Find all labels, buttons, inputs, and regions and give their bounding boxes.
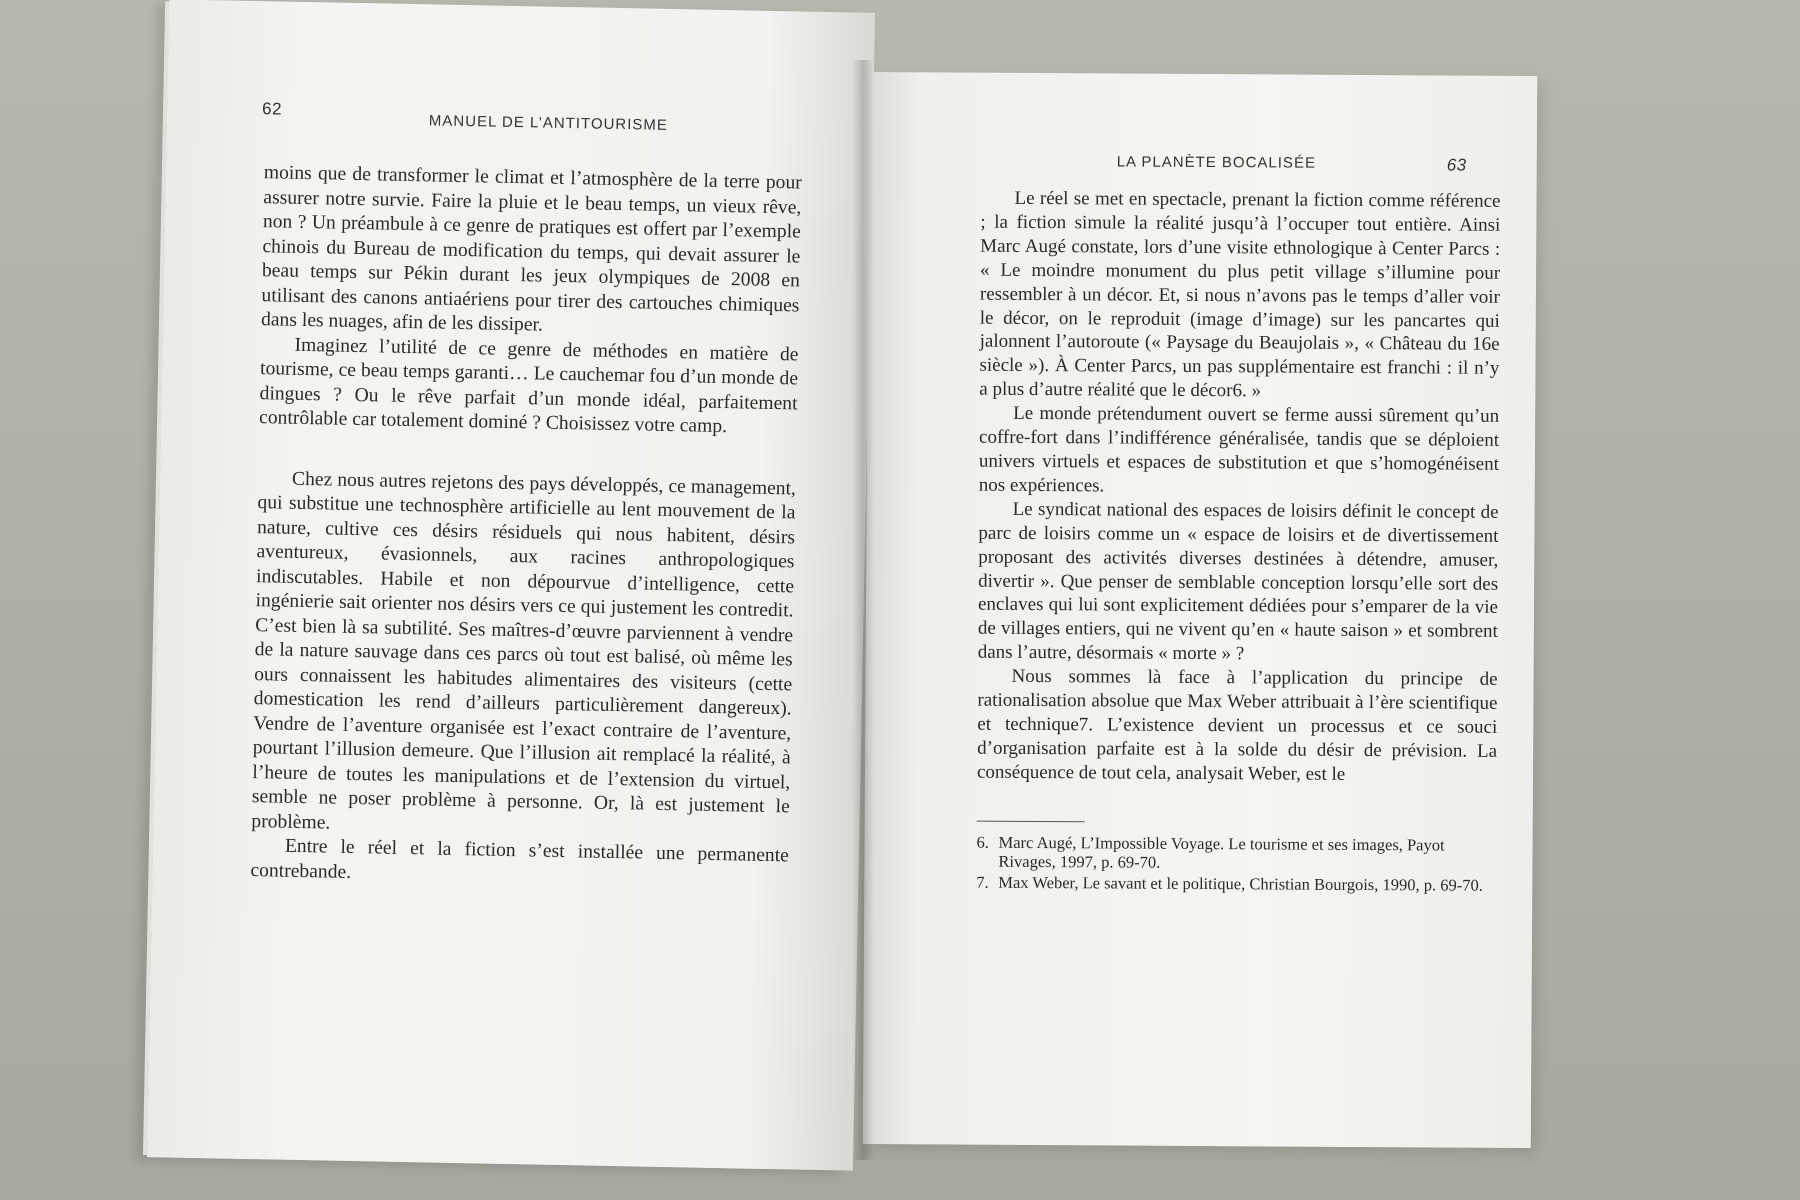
book-gutter (852, 60, 874, 1160)
right-page (863, 72, 1538, 1148)
paragraph: Imaginez l’utilité de ce genre de méthodes en matière de tourisme, ce beau temps garanti… Le cauchemar fou d’un monde de dingues ? Ou le rêve parfait d’un monde idéal, parfaitement contrôlable car totalement dominé ? Choisissez votre camp. (258, 334, 799, 438)
paragraph: Le monde prétendument ouvert se ferme aussi sûrement qu’un coffre-fort dans l’indifférence généralisée, tandis que se déploient univers virtuels et espaces de substitution et que s’homogénéisent nos expériences. (978, 403, 1500, 497)
footnote (976, 833, 1496, 874)
paragraph: moins que de transformer le climat et l’atmosphère de la terre pour assurer notre survie. Faire la pluie et le beau temps, un vieux rêve, non ? Un préambule à ce genre de pratiques est offert par l’exemple chinois du Bureau de modification du temps, qui devait assurer le beau temps sur Pékin durant les jeux olympiques de 2008 en utilisant des canons antiaériens pour tirer des cartouches chimiques dans les nuages, afin de les dissiper. (260, 162, 802, 336)
footnote-text: Marc Augé, L’Impossible Voyage. Le tourisme et ses images, Payot Rivages, 1997, p. 69-70. (998, 832, 1445, 872)
left-page (147, 0, 875, 1171)
footnote-number: 7. (976, 872, 989, 892)
running-head-right: LA PLANÈTE BOCALISÉE (1116, 153, 1317, 172)
paragraph: Le syndicat national des espaces de loisirs définit le concept de parc de loisirs comme un « espace de loisirs et de divertissement proposant des activités diverses destinées à détendre, amuser, divertir ». Que penser de semblable conception lorsqu’elle sort des enclaves qui lui sont explicitement dédiées pour s’emparer de la vie de villages entiers, qui ne vivent qu’en « haute saison » et sombrent dans l’autre, désormais « morte » ? (977, 498, 1499, 665)
left-page-body (250, 161, 802, 893)
page-number-left: 62 (261, 99, 283, 119)
running-head-left: MANUEL DE L’ANTITOURISME (428, 112, 669, 134)
paragraph: Nous sommes là face à l’application du principe de rationalisation absolue que Max Weber attribuait à l’ère scientifique et technique7. L’existence devient un processus et ce souci d’organisation parfaite est à la solde du désir de prévision. La conséquence de tout cela, analysait Weber, est le (976, 665, 1498, 785)
paragraph: Entre le réel et la fiction s’est installée une permanente contrebande. (250, 835, 790, 883)
page-number-right: 63 (1446, 155, 1467, 175)
footnote (976, 873, 1496, 895)
footnote-number: 6. (976, 832, 990, 852)
footnote-rule (977, 821, 1085, 823)
paragraph: Le réel se met en spectacle, prenant la fiction comme référence ; la fiction simule la réalité jusqu’à l’occuper tout entière. Ainsi Marc Augé constate, lors d’une visite ethnologique à Center Parcs : « Le moindre monument du plus petit village s’illumine pour ressembler à un décor. Et, si nous n’avons pas le temps d’aller voir le décor, on le reproduit (image d’image) sur les pancartes qui jalonnent l’autoroute (« Paysage du Beaujolais », « Château du 16e siècle »). À Center Parcs, un pas supplémentaire est franchi : il n’y a plus d’autre réalité que le décor6. » (979, 187, 1501, 402)
right-page-body (977, 187, 1501, 788)
footnote-text: Max Weber, Le savant et le politique, Christian Bourgois, 1990, p. 69-70. (998, 872, 1483, 895)
footnotes (976, 833, 1496, 897)
paragraph: Chez nous autres rejetons des pays développés, ce management, qui substitue une technosphère artificielle au lent mouvement de la nature, cultive ces désirs résiduels qui nous habitent, désirs aventureux, évasionnels, aux racines anthropologiques indiscutables. Habile et non dépourvue d’intelligence, cette ingénierie sait orienter nos désirs vers ce qui justement les contredit. C’est bien là sa subtilité. Ses maîtres-d’œuvre parviennent à vendre de la nature sauvage dans ces parcs où tout est balisé, où même les ours connaissent les habitudes alimentaires des visiteurs (cette domestication les rend d’ailleurs particulièrement dangereux). Vendre de l’aventure organisée est l’exact contraire de l’aventure, pourtant l’illusion demeure. Que l’illusion ait remplacé la réalité, à l’heure de toutes les manipulations et de l’extension du virtuel, semble ne poser problème à personne. Or, là est justement le problème. (251, 468, 797, 834)
